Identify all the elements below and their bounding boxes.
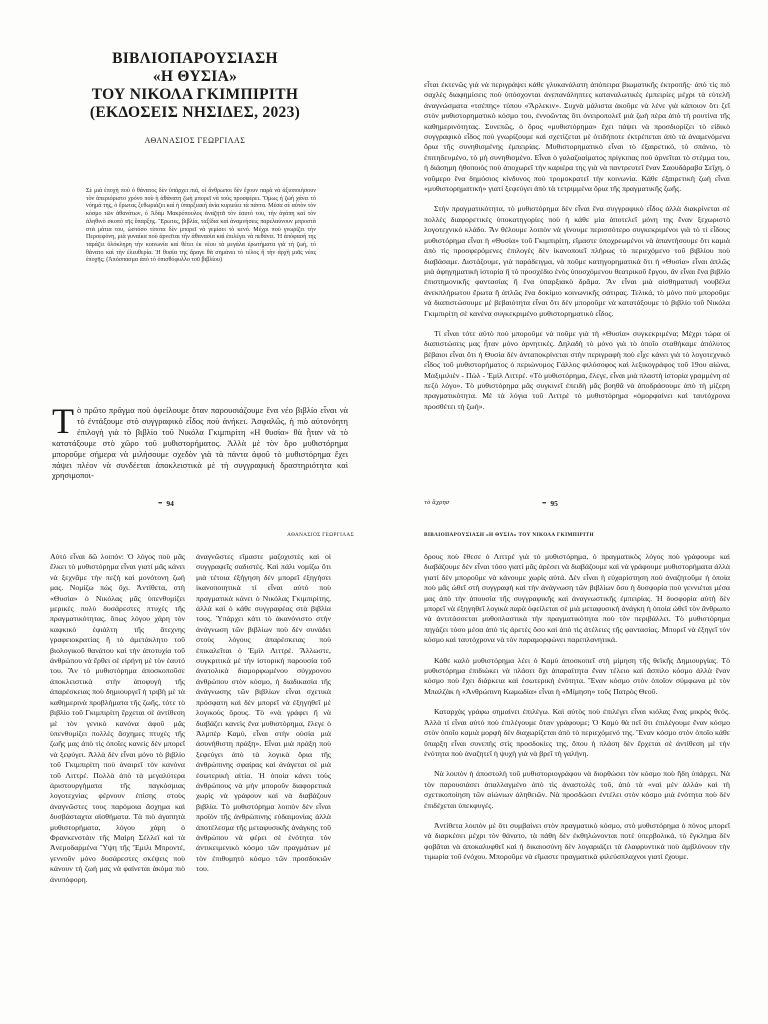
epigraph: Σὲ μιὰ ἐποχὴ ποὺ ὁ θάνατος δὲν ὑπάρχει πιά, οἱ ἄνθρωποι δὲν ἔχουν παρὰ νὰ ἀξιοποιήσουν τὸν ἀπεριόριστο χρόνο ποὺ ἡ ἀθάνατη ζωὴ μπορεῖ νὰ τοὺς προσφέρει. Ὅμως ἡ ζωὴ χάνει τὸ νόημά της, ὁ ἔρωτας ξεθωριάζει καὶ ἡ ὑπαρξιακὴ ἀνία κυριεύει τὰ πάντα. Μέσα σὲ αὐτὸν τὸν κόσμο τῶν ἀθανάτων, ὁ Ἀδὰμ Μακρόπουλος ἀναζητᾶ τὸν ἑαυτό του, τὴν ἀγάπη καὶ τὸν ἀληθινὸ σκοπὸ τῆς ὕπαρξης. Ἔρωτες, βιβλία, ταξίδια καὶ ἀναμνήσεις παρελαύνουν μπροστὰ στὰ μάτια του, ὡστόσο τίποτα δὲν μπορεῖ νὰ γεμίσει τὸ κενό. Μέχρι ποὺ γνωρίζει τὴν Περσεφόνη, μιὰ γυναίκα ποὺ ἀρνεῖται τὴν ἀθανασία καὶ ἐπιλέγει νὰ πεθάνει. Ἡ ἀπόφασή της ταράζει ὁλόκληρη τὴν κοινωνία καὶ θέτει ἐκ νέου τὰ μεγάλα ἐρωτήματα γιὰ τὴ ζωή, τὸ θάνατο καὶ τὴν ἐλευθερία. Ἡ θυσία της ἄραγε θὰ σημάνει τὸ τέλος ἢ τὴν ἀρχὴ μιᾶς νέας ἐποχῆς; (Ἀπόσπασμα ἀπὸ τὸ ὀπισθόφυλλο τοῦ βιβλίου) xyxy=(86,188,316,264)
title-line-2: «Η ΘΥΣΙΑ» xyxy=(152,68,238,85)
text-column-right xyxy=(196,552,331,1024)
page-bottom-right xyxy=(384,512,768,1024)
page-number: 95 xyxy=(550,499,558,508)
title-line-1: ΒΙΒΛΙΟΠΑΡΟΥΣΙΑΣΗ xyxy=(112,50,278,67)
page-95 xyxy=(384,0,768,512)
page-number: 94 xyxy=(166,499,174,508)
paragraph: Νὰ λοιπὸν ἡ ἀποστολὴ τοῦ μυθιστοριογράφου νὰ διορθώσει τὸν κόσμο ποὺ ἤδη ὑπάρχει. Νὰ τὸν παρουσιάσει ἀπαλλαγμένο ἀπὸ τὶς ἀναστολὲς τοῦ, ἀπὸ τὰ «ναὶ μὲν ἀλλά» καὶ τὴ σχετικοποίηση τῶν αἰώνιων ἀληθειῶν. Νὰ προσδώσει ἐντέλει στὸν κόσμο μιὰ ἑνότητα ποὺ δὲν ἐπιδέχεται ὑπεκφυγές. xyxy=(424,769,730,810)
drop-cap: Τ xyxy=(52,401,74,441)
paragraph: ἀναγνῶστες εἴμαστε μαζοχιστὲς καὶ οἱ συγγραφεῖς σαδιστές. Καὶ πάλι νομίζω ὅτι μιὰ τέτοια ἐξήγηση δὲν μπορεῖ ἐξηγήσει ἱκανοποιητικὰ τί εἶναι αὐτὸ ποὺ πραγματικὰ κάνει ὁ Νικόλας Γκιμπιρίτης, ἀλλὰ καὶ ὁ κάθε συγγραφέας στὰ βιβλία τους. Ὑπάρχει κάτι τὸ ἀκανόνιστο στὴν ἀνάγνωση τῶν βιβλίων ποὺ δὲν συνάδει στοὺς λόγους ἀπαρέσκειας ποὺ ἐπικαλεῖται ὁ Ἐμὶλ Λιττρέ. Ἄλλωστε, συγκριτικὰ μὲ τὴν ἱστορικὴ παρουσία τοῦ ἀνατολικὰ διαμορφωμένου σύγχρονου ἀνθρώπου στὸν κόσμο, ἡ διαδικασία τῆς ἀνάγνωσης τῶν βιβλίων εἶναι σχετικὰ πρόσφατη καὶ δὲν μπορεῖ νὰ ἐξηγηθεῖ μὲ λογικοὺς ὅρους. Τὸ «νὰ γράφει ἢ νὰ διαβάζει κανεὶς ἕνα μυθιστόρημα, ἔλεγε ὁ Ἀλμπὲρ Καμύ, εἶναι στὴν οὐσία μιὰ ἀσυνήθιστη πράξη». Εἶναι μιὰ πράξη ποὺ ξεφεύγει ἀπὸ τὰ λογικὰ ὅρια τῆς ἀνθρώπινης σφαίρας καὶ ἀνάγεται σὲ μιὰ ἐσωτερικὴ αἰτία. Ἡ ὁποία κάνει τοὺς ἀνθρώπους νὰ μὴν μποροῦν διαφορετικὰ χωρὶς νὰ γράφουν καὶ νὰ διαβάζουν βιβλία. Τὸ μυθιστόρημα λοιπὸν δὲν εἶναι προϊὸν τῆς ἀνθρώπινης εὐδαιμονίας ἀλλὰ ἀποτέλεσμα τῆς μεταφυσικῆς ἀνάγκης τοῦ ἀνθρώπου νὰ φέρει σὲ ἑνότητα τὸν ἀντικειμενικὸ κόσμο τῶν πραγμάτων μὲ τὸν ἐπιθυμητὸ κόσμο τῶν προσδοκιῶν του. xyxy=(196,552,331,874)
intro-text: ὸ πρῶτο πρᾶγμα ποὺ ὀφείλουμε ὅταν παρουσιάζουμε ἕνα νέο βιβλίο εἶναι νὰ τὸ ἐντάξουμε στὸ συγγραφικὸ εἶδος ποὺ ἀνήκει. Ἀσφαλῶς, ἡ πιὸ αὐτονόητη ἐπιλογὴ γιὰ τὸ βιβλίο τοῦ Νικόλα Γκιμπιρίτη «Η θυσία» θὰ ἦταν νὰ τὸ κατατάξουμε στὸ χῶρο τοῦ μυθιστορήματος. Ἀλλὰ μὲ τὸν ὅρο μυθιστόρημα μποροῦμε σήμερα νὰ μιλήσουμε σχεδὸν γιὰ τὰ πάντα ἀφοῦ τὸ μυθιστόρημα ἔχει πάψει πλέον νὰ συνδέεται ἀποκλειστικὰ μὲ τὴ συγγραφικὴ δραστηριότητα καὶ χρησιμοποι- xyxy=(52,405,348,481)
intro-paragraph xyxy=(52,401,348,481)
article-title xyxy=(60,50,330,122)
running-head: ΒΙΒΛΙΟΠΑΡΟΥΣΙΑΣΗ «Η ΘΥΣΙΑ» ΤΟΥ ΝΙΚΟΛΑ ΓΚΙΜΠΙΡΙΤΗ xyxy=(424,532,594,538)
page-footer xyxy=(158,499,179,508)
body-text xyxy=(424,80,730,470)
paragraph: Καταρχὰς γράφω σημαίνει ἐπιλέγω. Καὶ αὐτὸς ποὺ ἐπιλέγει εἶναι κιόλας ἕνας μικρὸς θεός. Ἀλλὰ τί εἶναι αὐτὸ ποὺ ἐπιλέγουμε ὅταν γράφουμε; Ὁ Καμὺ θὰ πεῖ ὅτι ἐπιλέγουμε ἕναν κόσμο στὸν ὁποῖο καμιὰ μορφὴ δὲν διαχωρίζεται ἀπὸ τὸ περιεχόμενό της. Ἕναν κόσμο στὸν ὁποῖο κάθε ὕπαρξη εἶναι συνεπὴς στὶς προσδοκίες της, ὅπου ἡ πλάση δὲν ἔρχεται σὲ ἀντίθεση μὲ τὴν ἑνότητα ποὺ ἀναζητεῖ ἡ ψυχὴ γιὰ νὰ βρεῖ τὴ γαλήνη. xyxy=(424,707,730,758)
page-footer xyxy=(542,499,563,508)
page-bottom-left xyxy=(0,512,384,1024)
running-head: ΑΘΑΝΑΣΙΟΣ ΓΕΩΡΓΙΛΑΣ xyxy=(287,532,354,538)
paragraph: Τί εἶναι τότε αὐτὸ ποὺ μποροῦμε νὰ ποῦμε γιὰ τὴ «Θυσία» συγκεκριμένα; Μέχρι τώρα οἱ διαπιστώσεις μας ἦταν μόνο ἀρνητικές. Δηλαδὴ τὸ μόνο γιὰ τὸ ὁποῖο σταθήκαμε ἀπόλυτος βέβαιοι εἶναι ὅτι ἡ Θυσία δὲν ἀνταποκρίνεται στὴν περιγραφὴ ποὺ εἶχε κάνει γιὰ τὸ λογοτεχνικὸ εἶδος τοῦ μυθιστορήματος ὁ περιώνυμος Γάλλος φιλόσοφος καὶ λεξικογράφος τοῦ 19ου αἰώνα, Μαξιμιλιὲν - Πὼλ - Ἐμὶλ Λιττρέ. «Τὸ μυθιστόρημα, ἔλεγε, εἶναι μιὰ πλαστὴ ἱστορία γραμμένη σὲ πεζὸ λόγο». Τὸ μυθιστόρημα μᾶς συγκινεῖ ἐπειδὴ μᾶς βοηθᾶ νὰ ἀποδράσουμε ἀπὸ τὴ μίζερη πραγματικότητα. Μὲ τὰ λόγια τοῦ Λιττρὲ τὸ μυθιστόρημα «ὁμορφαίνει καὶ ταυτόχρονα προσθέτει τὴ ζωή». xyxy=(424,328,730,411)
text-column-left xyxy=(50,552,185,1024)
paragraph: Στὴν πραγματικότητα, τὸ μυθιστόρημα δὲν εἶναι ἕνα συγγραφικὸ εἶδος ἀλλὰ διακρίνεται σὲ πολλὲς διαφορετικὲς ὑποκατηγορίες ποὺ ἡ κάθε μία ἀποτελεῖ μόνη της ἕναν ξεχωριστὸ λογοτεχνικὸ κλάδο. Ἂν θέλουμε λοιπὸν νὰ γίνουμε περισσότερο συγκεκριμένοι γιὰ τὸ τί εἶδους μυθιστόρημα εἶναι ἡ «Θυσία» τοῦ Γκιμπιρίτη, εἴμαστε ὑποχρεωμένοι νὰ ἀπαντήσουμε ὅτι καμιὰ ἀπὸ τὶς προσφερόμενες ἐπιλογὲς δὲν ἱκανοποιεῖ πλήρως τὸ περιεχόμενο τοῦ βιβλίου ποὺ διαβάσαμε. Διστάζουμε, γιὰ παράδειγμα, νὰ ποῦμε κατηγορηματικὰ ὅτι ἡ «Θυσία» εἶναι ἁπλῶς μιὰ ἀφηγηματικὴ ἱστορία ἢ τὸ προσχέδιο ἑνὸς ὑποσχόμενου θεατρικοῦ ἔργου, ἂν εἶναι ἕνα βιβλίο ἐπιστημονικῆς φαντασίας ἢ ἕνα ὑπαρξιακὸ δρᾶμα. Ἂν εἶναι μιὰ αἰσθηματικὴ νουβέλα ἀνεκπλήρωτου ἔρωτα ἢ ἁπλῶς ἕνα δοκίμιο κοινωνικῆς σάτιρας. Τελικά, τὸ μόνο ποὺ μποροῦμε νὰ διαπιστώσουμε μὲ βεβαιότητα εἶναι ὅτι δὲν μποροῦμε νὰ κατατάξουμε τὸ βιβλίο τοῦ Νικόλα Γκιμπιρίτη σὲ κανένα συγκεκριμένο μυθιστορηματικὸ εἶδος. xyxy=(424,204,730,318)
page-94 xyxy=(0,0,384,512)
paragraph: ὅρους ποὺ ἔθεσε ὁ Λιττρέ γιὰ τὸ μυθιστόρημα, ὁ πραγματικὸς λόγος ποὺ γράφουμε καὶ διαβάζουμε δὲν εἶναι τόσο γιατί μᾶς ἀρέσει νὰ διαβάζουμε καὶ νὰ γράφουμε μυθιστορήματα ἀλλὰ γιατί δὲν μποροῦμε νὰ κάνουμε χωρὶς αὐτά. Δὲν εἶναι ἡ εὐχαρίστηση ποὺ ἀναζητοῦμε ἡ ὁποία ποὺ μᾶς ὠθεῖ στὴ συγγραφὴ καὶ τὴν ἀνάγνωση τῶν βιβλίων ὅσο ἡ δυσφορία ποὺ γεννιέται μέσα μας ἀπὸ τὴν ἀπουσία τῆς συγγραφικῆς καὶ ἀναγνωστικῆς ἐμπειρίας. Ἡ δυσφορία αὐτὴ δὲν μπορεῖ νὰ ἐξηγηθεῖ λογικὰ παρὰ ὀφείλεται σὲ μιὰ μεταφυσικὴ ἀνάγκη ἡ ὁποία ὠθεῖ τὸν ἄνθρωπο νὰ ἀντιτάσσεται μυθοπλαστικὰ τὴν πραγματικότητα ποὺ τὸν περιβάλλει. Τὸ μυθιστόρημα πηγάζει τόσο μέσα ἀπὸ τὶς ἀρετὲς ὅσο καὶ ἀπὸ τὶς ἀτέλειες τῆς φαντασίας. Μπορεῖ νὰ ἐξηγεῖ τὸν κόσμο καὶ ταυτόχρονα νὰ τὸν παραμορφώνει παρεπλανητικά. xyxy=(424,552,730,645)
body-text xyxy=(424,552,730,1024)
title-line-3: ΤΟΥ ΝΙΚΟΛΑ ΓΚΙΜΠΙΡΙΤΗ xyxy=(91,86,299,103)
paragraph: Αὐτὸ εἶναι δῶ λοιπόν: Ὁ λόγος ποὺ μᾶς ἕλκει τὸ μυθιστόρημα εἶναι γιατί μᾶς κάνει νὰ ξεχνᾶμε τὴν πεζὴ καὶ μονότονη ζωή μας. Νομίζω πὼς ὄχι. Ἀντίθετα, στὴ «Θυσία» ὁ Νικόλας μᾶς ὑπενθυμίζει μερικὲς πολὺ δυσάρεστες πτυχὲς τῆς πραγματικότητας, ὅπως λόγου χάρη τὸν καφκικὸ ἐφιάλτη τῆς ἄτεχνης γραφειοκρατίας ἢ τὸ ἀμετάκλητο τοῦ βιολογικοῦ θανάτου καὶ τὴν ἀποτυχία τοῦ ἀνθρώπου νὰ ἔρθει σὲ εἰρήνη μὲ τὸν ἑαυτό του. Ἂν τὸ μυθιστόρημα ἀποσκοποῦσε ἀποκλειστικὰ στὴν ἀποφυγὴ τῆς ἀπαρέσκειας ποὺ δημιουργεῖ ἡ τριβὴ μὲ τὰ καθημερινὰ προβλήματα τῆς ζωῆς, τότε τὸ βιβλίο τοῦ Γκιμπιρίτη ἔρχεται σὲ ἀντίθεση μὲ τὸν γενικὸ κανόνα ἀφοῦ μᾶς ὑπενθυμίζει πολλὲς ἄσχημες πτυχὲς τῆς ζωῆς μας ἀπὸ τὶς ὁποῖες κανεὶς δὲν μπορεῖ νὰ ξεφύγει. Ἀλλὰ δὲν εἶναι μόνο τὸ βιβλίο τοῦ Γκιμπιρίτη ποὺ ἀναιρεῖ τὸν κανόνα τοῦ Λιττρέ. Πολλὰ ἀπὸ τὰ μεγαλύτερα ἀριστουργήματα τῆς παγκόσμιας λογοτεχνίας φέρνουν ἐπίσης στοὺς ἀναγνῶστες τους παρόμοια ἄσχημα καὶ δυσβάσταχτα αἰσθήματα. Τὰ πιὸ ἀγαπητὰ μυθιστορήματα, λόγου χάρη ὁ Φρανκενστάιν τῆς Μαίρη Σέλλεϊ καὶ τὰ Ἀνεμοδαρμένα Ὕψη τῆς Ἔμιλι Μπροντέ, γεννοῦν μόνο δυσάρεστες σκέψεις ποὺ κάνουν τὴ ζωή μας νὰ φαίνεται ἀκόμα πιὸ ἀνυπόφορη. xyxy=(50,552,185,884)
paragraph: εἶται ἐκτενῶς γιὰ νὰ περιγράψει κάθε γλυκανάλατη ἀπόπειρα βιωματικῆς ἐκτροπῆς· ἀπὸ τὶς πιὸ σαχλὲς διαφημίσεις ποὺ ὑπόσχονται ἀνεπανάληπτες καταναλωτικὲς ἐμπειρίες μέχρι τὰ εὐτελῆ ἀναγνώσματα «τσέπης» τύπου «Ἅρλεκιν». Συχνὰ μάλιστα ἀκοῦμε νὰ λένε γιὰ κάποιον ὅτι ζεῖ στὸν μυθιστορηματικὸ κόσμο του, ἐννοῶντας ὅτι ὀνειροπολεῖ μιὰ ζωὴ πέρα ἀπὸ τὴ ρουτίνα τῆς καθημερινότητας. Συνεπῶς, ὁ ὅρος «μυθιστόρημα» ἔχει πάψει νὰ προσδιορίζει τὸ εἰδικὸ συγγραφικὸ εἶδος ποὺ γνωρίζουμε καὶ σχετίζεται μὲ ὁτιδήποτε ἐκτρέπεται ἀπὸ τὰ ἀναμενόμενα ὅρια τῆς συνηθισμένης ἐμπειρίας. Μυθιστορηματικὸ εἶναι τὸ ἐξαιρετικό, τὸ σπάνιο, τὸ ἐπιτηδευμένο, τὸ μὴ συνηθισμένο. Εἶναι ὁ γαλαζοαίματος πρίγκιπας ποὺ ἀρνεῖται τὸ στέμμα του, ἡ διάσημη ἠθοποιὸς ποὺ ἀποχωρεῖ τὴν καριέρα της γιὰ νὰ παντρευτεῖ ἕναν Σαουδάραβα Σεΐχη, ὁ νοῦμερο ἕνα δημόσιος κίνδυνος ποὺ τρομοκρατεῖ τὴν κοινωνία. Κάθε ἐξαιρετικὴ ζωὴ εἶναι «μυθιστορηματική» γιατί ξεφεύγει ἀπὸ τὰ τετριμμένα ὅρια τῆς πραγματικῆς ζωῆς. xyxy=(424,80,730,194)
footer-ornament: ••• xyxy=(542,500,546,507)
footer-ornament: ••• xyxy=(158,500,162,507)
footer-note: τὸ ἄχρησ xyxy=(424,500,450,506)
title-line-4: (ΕΚΔΟΣΕΙΣ ΝΗΣΙΔΕΣ, 2023) xyxy=(89,104,301,121)
paragraph: Κάθε καλὸ μυθιστόρημα λέει ὁ Καμὺ ἀποσκοπεῖ στὴ μίμηση τῆς θεϊκῆς Δημιουργίας. Τὸ μυθιστόρημα ἐπιδιώκει νὰ πλάσει ὅχι ἀπαραίτητα ἕναν τέλειο καὶ ἄσπιλο κόσμο ἀλλὰ ἕναν κόσμο ποὺ ἔχει διάρκεια καὶ ἐσωτερικὴ ἑνότητα. Ἕναν κόσμο στὸν ὁποῖον σύμφωνα μὲ τὸν Μπαλζὰκ ἡ «Ἀνθρώπινη Κωμωδία» εἶναι ἡ «Μίμηση» τοῦς Πατρὸς Θεοῦ. xyxy=(424,655,730,696)
author-name: ΑΘΑΝΑΣΙΟΣ ΓΕΩΡΓΙΛΑΣ xyxy=(144,136,246,145)
paragraph: Ἀντίθετα λοιπὸν μὲ ὅτι συμβαίνει στὸν πραγματικὸ κόσμο, στὸ μυθιστόρημα ὁ πόνος μπορεῖ νὰ διαρκέσει μέχρι τὸν θάνατο, τὰ πάθη δὲν ἐκθηλώνονται ποτὲ ὑπερβολικά, τὸ ἔγκλημα δὲν φοβᾶται νὰ ἀποκαλυφθεῖ καὶ ἡ δικαιοσύνη δὲν λογαριάζει τὰ ἐλαφρυντικὰ ποὺ ἀμβλύνουν τὴν τιμωρία τοῦ ἐνόχου. Μποροῦμε νὰ εἴμαστε πραγματικὰ φιλεύσπλαχνοι γιατί ἔχουμε. xyxy=(424,820,730,862)
